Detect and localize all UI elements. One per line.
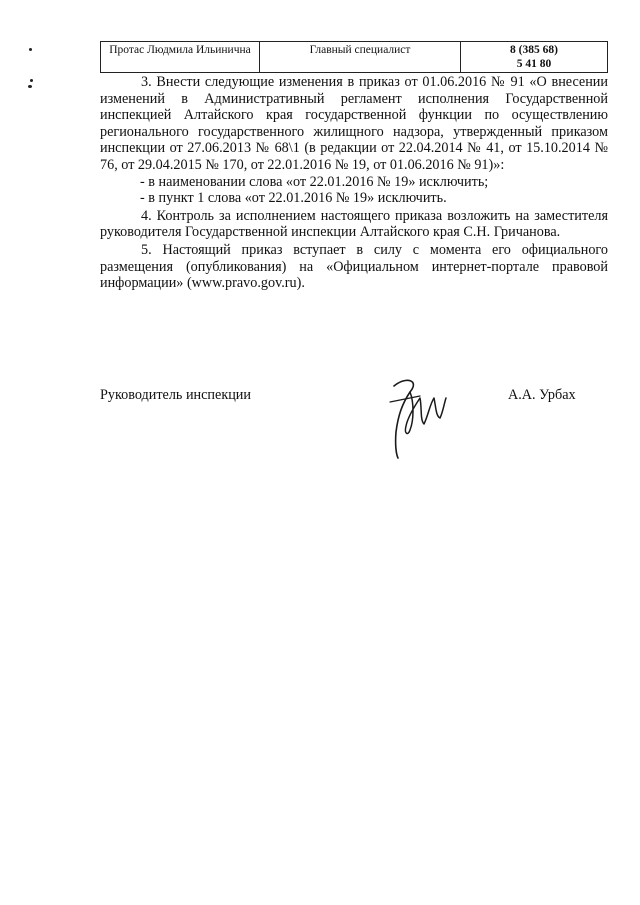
paragraph-5: 5. Настоящий приказ вступает в силу с момента его официального размещения (опубликования) на «Официальном интернет-портале правовой информации» (www.pravo.gov.ru). bbox=[100, 241, 608, 292]
signatory-name: А.А. Урбах bbox=[508, 387, 576, 403]
phone-line-2: 5 41 80 bbox=[516, 58, 552, 70]
handwritten-signature bbox=[380, 372, 452, 462]
contact-name: Протас Людмила Ильинична bbox=[101, 42, 260, 73]
table-row bbox=[101, 42, 608, 73]
paragraph-4: 4. Контроль за исполнением настоящего приказа возложить на заместителя руководителя Государственной инспекции Алтайского края С.Н. Гричанова. bbox=[100, 207, 608, 241]
paragraph-3-item-2: - в пункт 1 слова «от 22.01.2016 № 19» исключить. bbox=[140, 190, 447, 207]
contact-table bbox=[100, 41, 608, 73]
contact-position: Главный специалист bbox=[260, 42, 461, 73]
scan-dot bbox=[30, 79, 33, 82]
scan-dot bbox=[29, 48, 32, 51]
document-body bbox=[100, 74, 608, 292]
signatory-title: Руководитель инспекции bbox=[100, 387, 251, 403]
scan-dot bbox=[28, 85, 32, 88]
phone-line-1: 8 (385 68) bbox=[510, 44, 558, 56]
paragraph-3-item-1: - в наименовании слова «от 22.01.2016 № 19» исключить; bbox=[140, 173, 489, 190]
contact-phone bbox=[461, 42, 608, 73]
paragraph-3: 3. Внести следующие изменения в приказ от 01.06.2016 № 91 «О внесении изменений в Административный регламент исполнения Государственной инспекцией Алтайского края государственной функции по осуществлению регионального государственного жилищного надзора, утвержденный приказом инспекции от 27.06.2013 № 68\1 (в редакции от 22.04.2014 № 41, от 15.10.2014 № 76, от 29.04.2015 № 170, от 22.01.2016 № 19, от 01.06.2016 № 91)»: bbox=[100, 74, 608, 173]
